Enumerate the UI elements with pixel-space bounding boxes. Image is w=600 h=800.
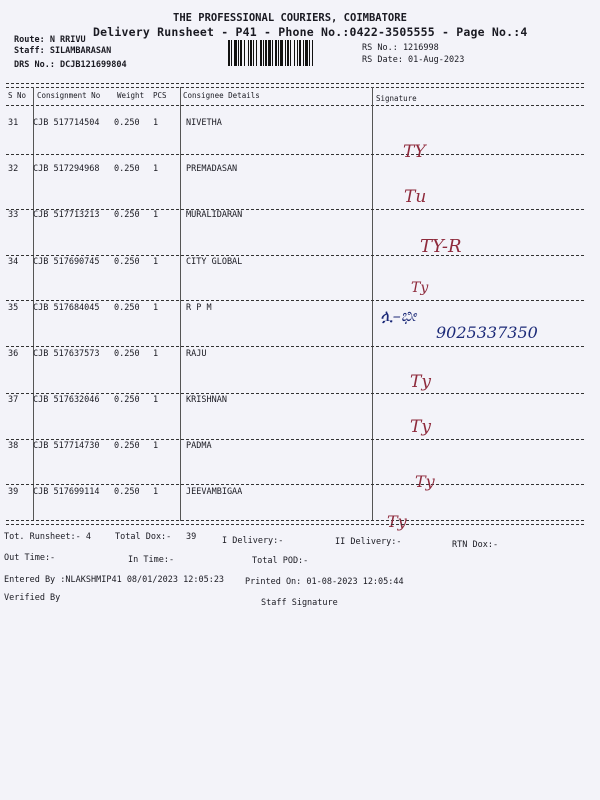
cell-pcs: 1 bbox=[153, 303, 159, 313]
cell-pcs: 1 bbox=[153, 210, 159, 220]
cell-sno: 34 bbox=[8, 257, 19, 267]
cell-pcs: 1 bbox=[153, 118, 159, 128]
column-divider bbox=[180, 87, 181, 521]
cell-weight: 0.250 bbox=[114, 395, 140, 405]
in-time: In Time:- bbox=[128, 555, 175, 565]
staff-signature: Staff Signature bbox=[261, 598, 338, 608]
row-divider bbox=[6, 484, 584, 485]
verified-by: Verified By bbox=[4, 593, 61, 603]
column-divider bbox=[372, 87, 373, 521]
cell-consignment: CJB 517714504 bbox=[33, 118, 100, 128]
cell-consignment: CJB 517632046 bbox=[33, 395, 100, 405]
cell-consignee: PREMADASAN bbox=[186, 164, 238, 174]
cell-pcs: 1 bbox=[153, 164, 159, 174]
cell-pcs: 1 bbox=[153, 395, 159, 405]
handwritten-signature: Ty bbox=[415, 472, 435, 491]
cell-consignee: R P M bbox=[186, 303, 212, 313]
barcode-bar bbox=[313, 40, 315, 66]
staff-label: Staff: SILAMBARASAN bbox=[14, 46, 112, 56]
total-dox-value: 39 bbox=[186, 532, 197, 542]
row-divider bbox=[6, 255, 584, 256]
cell-weight: 0.250 bbox=[114, 349, 140, 359]
cell-sno: 33 bbox=[8, 210, 19, 220]
barcode-icon bbox=[228, 40, 356, 66]
divider bbox=[6, 524, 584, 525]
divider bbox=[6, 105, 584, 106]
i-delivery: I Delivery:- bbox=[222, 536, 284, 546]
cell-sno: 38 bbox=[8, 441, 19, 451]
row-divider bbox=[6, 393, 584, 394]
entered-by: Entered By :NLAKSHMIP41 08/01/2023 12:05:23 bbox=[4, 575, 225, 585]
cell-weight: 0.250 bbox=[114, 487, 140, 497]
cell-sno: 32 bbox=[8, 164, 19, 174]
cell-consignment: CJB 517684045 bbox=[33, 303, 100, 313]
cell-consignee: MURALIDARAN bbox=[186, 210, 243, 220]
row-divider bbox=[6, 154, 584, 155]
cell-consignee: RAJU bbox=[186, 349, 207, 359]
cell-pcs: 1 bbox=[153, 487, 159, 497]
cell-consignment: CJB 517713213 bbox=[33, 210, 100, 220]
handwritten-signature: Tu bbox=[404, 187, 427, 207]
total-pod: Total POD:- bbox=[252, 556, 309, 566]
col-header-consignee: Consignee Details bbox=[183, 91, 260, 100]
cell-pcs: 1 bbox=[153, 441, 159, 451]
row-divider bbox=[6, 300, 584, 301]
rtn-dox: RTN Dox:- bbox=[452, 540, 499, 550]
cell-sno: 36 bbox=[8, 349, 19, 359]
cell-sno: 35 bbox=[8, 303, 19, 313]
runsheet-subtitle: Delivery Runsheet - P41 - Phone No.:0422-3505555 - Page No.:4 bbox=[93, 25, 528, 39]
handwritten-phone: 9025337350 bbox=[436, 323, 538, 342]
row-divider bbox=[6, 520, 584, 521]
cell-weight: 0.250 bbox=[114, 303, 140, 313]
handwritten-signature: TY-R bbox=[420, 236, 462, 257]
cell-pcs: 1 bbox=[153, 257, 159, 267]
scribble-signature-icon: ሏ–ಭೀ bbox=[380, 306, 417, 325]
cell-consignment: CJB 517690745 bbox=[33, 257, 100, 267]
cell-consignee: JEEVAMBIGAA bbox=[186, 487, 243, 497]
route-label: Route: N RRIVU bbox=[14, 35, 86, 45]
cell-consignee: KRISHNAN bbox=[186, 395, 227, 405]
out-time: Out Time:- bbox=[4, 553, 56, 563]
cell-consignment: CJB 517637573 bbox=[33, 349, 100, 359]
col-header-consignment: Consignment No bbox=[37, 91, 101, 100]
cell-consignment: CJB 517714730 bbox=[33, 441, 100, 451]
handwritten-signature: Ty bbox=[410, 372, 431, 392]
row-divider bbox=[6, 439, 584, 440]
row-divider bbox=[6, 346, 584, 347]
cell-consignee: NIVETHA bbox=[186, 118, 222, 128]
cell-sno: 31 bbox=[8, 118, 19, 128]
cell-weight: 0.250 bbox=[114, 118, 140, 128]
col-header-sno: S No bbox=[8, 91, 27, 100]
handwritten-signature: TY bbox=[403, 142, 426, 162]
rs-number: RS No.: 1216998 bbox=[362, 43, 439, 53]
col-header-pcs: PCS bbox=[153, 91, 167, 100]
rs-date: RS Date: 01-Aug-2023 bbox=[362, 55, 465, 65]
cell-weight: 0.250 bbox=[114, 441, 140, 451]
handwritten-signature: Ty bbox=[411, 280, 429, 296]
col-header-weight: Weight bbox=[117, 91, 145, 100]
cell-weight: 0.250 bbox=[114, 257, 140, 267]
handwritten-signature: Ty bbox=[410, 417, 431, 437]
cell-consignee: CITY GLOBAL bbox=[186, 257, 243, 267]
cell-consignment: CJB 517699114 bbox=[33, 487, 100, 497]
cell-weight: 0.250 bbox=[114, 164, 140, 174]
cell-weight: 0.250 bbox=[114, 210, 140, 220]
handwritten-signature: Ty bbox=[387, 512, 407, 531]
tot-runsheet: Tot. Runsheet:- 4 bbox=[4, 532, 91, 542]
col-header-signature: Signature bbox=[376, 94, 417, 103]
cell-consignment: CJB 517294968 bbox=[33, 164, 100, 174]
divider bbox=[6, 87, 584, 88]
ii-delivery: II Delivery:- bbox=[335, 537, 402, 547]
cell-sno: 37 bbox=[8, 395, 19, 405]
page-title: THE PROFESSIONAL COURIERS, COIMBATORE bbox=[173, 12, 407, 24]
cell-consignee: PADMA bbox=[186, 441, 212, 451]
cell-pcs: 1 bbox=[153, 349, 159, 359]
total-dox-label: Total Dox:- bbox=[115, 532, 172, 542]
divider bbox=[6, 83, 584, 84]
drs-number: DRS No.: DCJB121699804 bbox=[14, 60, 127, 70]
printed-on: Printed On: 01-08-2023 12:05:44 bbox=[245, 577, 404, 587]
cell-sno: 39 bbox=[8, 487, 19, 497]
